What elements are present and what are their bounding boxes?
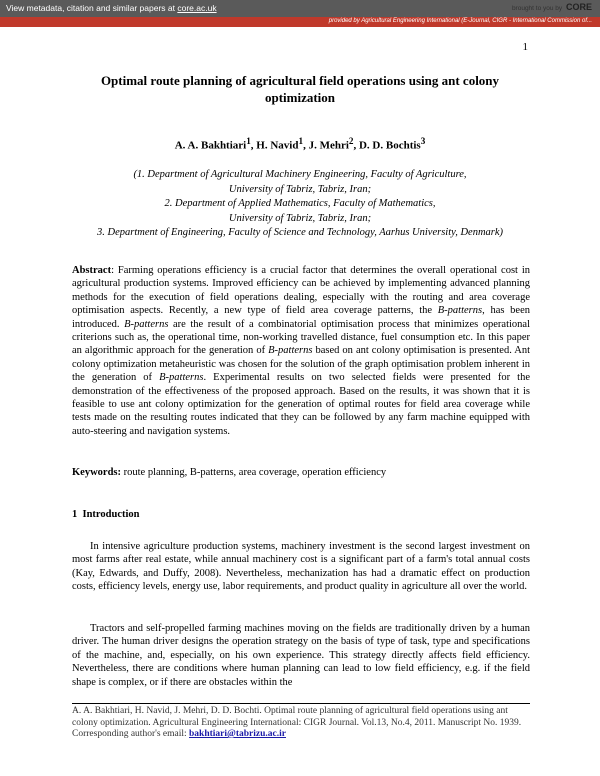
page-number: 1 (522, 41, 528, 53)
abstract-label: Abstract (72, 265, 112, 276)
section-number: 1 (72, 509, 78, 520)
body-paragraph: In intensive agriculture production systems, machinery investment is the second largest investment on most farms after real estate, while annual machinery cost is a significant part of a farm's total annual costs (Kay, Edwards, and Duffy, 2008). Nevertheless, mechanization has had a dramatic effect on production costs, efficiency levels, energy use, labor requirements, and product quality in agriculture all over the world. (72, 541, 530, 593)
abstract-term: B-patterns (437, 305, 483, 317)
keywords (72, 467, 530, 478)
brought-by-text: brought to you by (511, 5, 563, 12)
abstract-text: : Farming operations efficiency is a crucial factor that determines the overall operational cost in agricultural production systems. Improved efficiency can be achieved by implementing advanced planning methods for the execution of field operations dealing, especially with the routing and area coverage optimisation aspects. Recently, a new type of field area coverage patterns, the (72, 265, 530, 317)
affiliations (50, 168, 550, 241)
core-banner (0, 0, 600, 17)
footer-rule (72, 703, 530, 704)
footer-citation (72, 706, 530, 741)
paper-title: Optimal route planning of agricultural field operations using ant colony optimization (100, 73, 500, 105)
keywords-label: Keywords: (72, 467, 121, 478)
abstract-term: B-patterns (159, 372, 204, 384)
author-sup: 3 (420, 136, 426, 146)
core-link[interactable]: core.ac.uk (177, 3, 217, 13)
citation-text: A. A. Bakhtiari, H. Navid, J. Mehri, D. D. Bochti. Optimal route planning of agricultural field operations using ant colony optimization. Agricultural Engineering International: CIGR Journal. Vol.13, No.4, 2011. Manuscript No. 1939. Corresponding author's email: (72, 706, 522, 739)
abstract-term: B-patterns (268, 345, 313, 357)
metadata-link-text[interactable]: View metadata, citation and similar papers at core.ac.uk (6, 3, 217, 13)
abstract (72, 264, 530, 438)
affiliation-line: 3. Department of Engineering, Faculty of Science and Technology, Aarhus University, Denmark) (96, 227, 504, 238)
affiliation-line: 2. Department of Applied Mathematics, Faculty of Mathematics, (164, 198, 436, 209)
author-list: A. A. Bakhtiari$^1$, H. Navid$^1$, J. Mehri$^2$, D. D. Bochtis$^3$ (174, 136, 426, 152)
provided-by-bar (0, 17, 600, 27)
author: A. A. Bakhtiari (174, 139, 247, 152)
section-title: Introduction (82, 509, 140, 520)
affiliation-line: University of Tabriz, Tabriz, Iran; (228, 212, 372, 224)
abstract-text: . Experimental results on two selected fields were presented for the demonstration of the effectiveness of the proposed approach. Based on the results, it was shown that it is feasible to use ant colony optimization for the generation of optimal routes for field area coverage while tests made on the resulting routes indicated that they can be followed by any farm machine equipped with auto-steering and navigation systems. (72, 372, 530, 437)
author: J. Mehri (308, 139, 349, 152)
core-logo: CORE (565, 2, 592, 12)
body-paragraph: Tractors and self-propelled farming machines moving on the fields are traditionally driven by a human driver. The human driver designs the operation strategy on the basis of type of task, type and specifications of the machine, and, especially, on his own experience. This strategy directly affects field efficiency. Nevertheless, there are conditions where human planning can lead to low field efficiency, e.g. if the field shape is complex, or if there are obstacles within the (72, 623, 530, 688)
abstract-term: B-patterns (124, 318, 169, 330)
author-email-link[interactable]: bakhtiari@tabrizu.ac.ir (189, 729, 286, 739)
author: H. Navid (256, 139, 299, 152)
author-sup: 2 (348, 136, 354, 146)
author-sup: 1 (246, 136, 251, 146)
affiliation-line: (1. Department of Agricultural Machinery Engineering, Faculty of Agriculture, (133, 169, 467, 180)
author: D. D. Bochtis (358, 139, 421, 152)
section-heading (72, 509, 140, 520)
abstract-text: , has been introduced. (72, 305, 530, 330)
affiliation-line: University of Tabriz, Tabriz, Iran; (228, 183, 372, 195)
keywords-text: route planning, B-patterns, area coverage, operation efficiency (121, 467, 387, 478)
provided-by-text[interactable]: provided by Agricultural Engineering International (E-Journal, CIGR - International Commission of... (328, 18, 592, 24)
author-sup: 1 (298, 136, 304, 146)
abstract-text: are the result of a combinatorial optimisation process that minimizes operational criterions such as, the operational time, non-working travelled distance, fuel consumption etc. In this paper an algorithmic approach for the generation of (72, 318, 530, 357)
brought-by[interactable] (512, 2, 592, 12)
abstract-text: based on ant colony optimisation is presented. Ant colony optimization metaheuristic was chosen for the solution of the graph optimisation problem inherent in the generation of (72, 345, 531, 384)
